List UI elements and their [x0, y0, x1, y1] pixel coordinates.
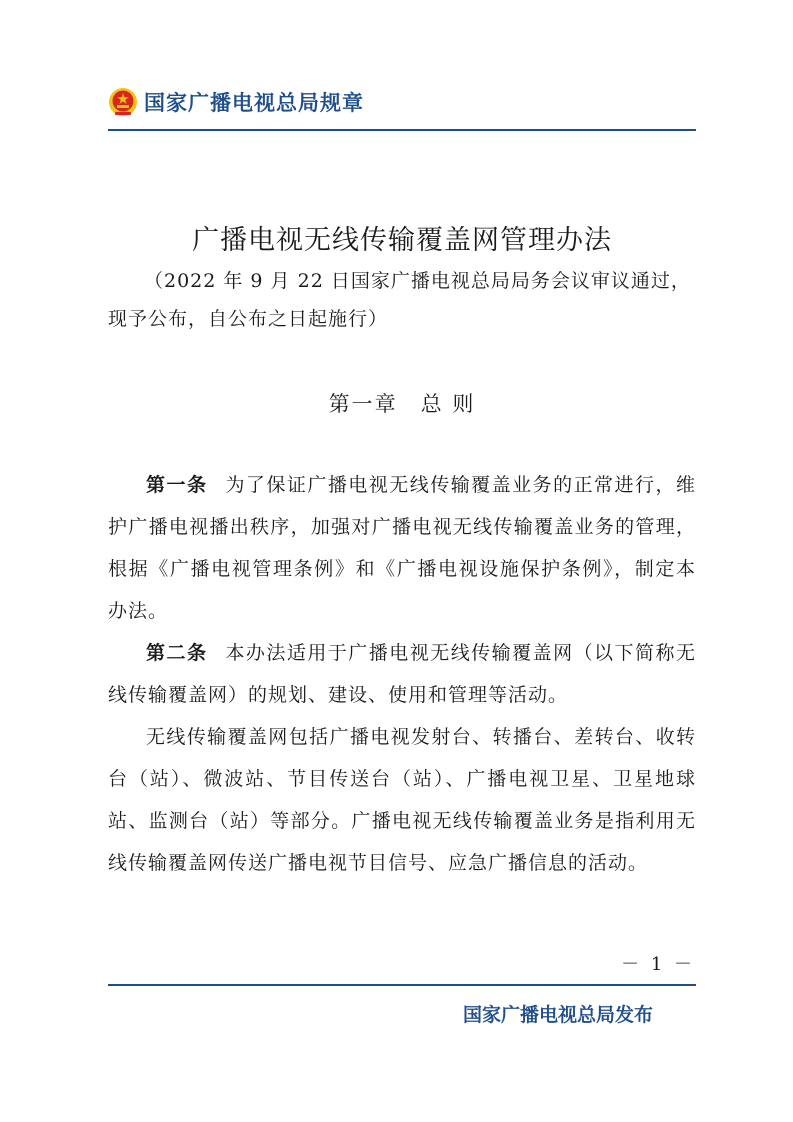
chapter-title: 第一章 总 则: [328, 392, 476, 416]
document-header: [108, 84, 364, 120]
article-text: 为了保证广播电视无线传输覆盖业务的正常进行，维护广播电视播出秩序，加强对广播电视无线传输覆盖业务的管理，根据《广播电视管理条例》和《广播电视设施保护条例》，制定本办法。: [108, 474, 696, 622]
adoption-note: （2022 年 9 月 22 日国家广播电视总局局务会议审议通过，现予公布，自公布之日起施行）: [108, 270, 691, 330]
header-title: 国家广播电视总局规章: [144, 91, 364, 115]
article-paragraph: [108, 464, 696, 632]
footer-divider: [108, 984, 696, 986]
article-text: 本办法适用于广播电视无线传输覆盖网（以下简称无线传输覆盖网）的规划、建设、使用和管理等活动。: [108, 642, 696, 706]
document-body: [108, 464, 696, 884]
body-paragraph: 无线传输覆盖网包括广播电视发射台、转播台、差转台、收转台（站）、微波站、节目传送台（站）、广播电视卫星、卫星地球站、监测台（站）等部分。广播电视无线传输覆盖业务是指利用无线传输覆盖网传送广播电视节目信号、应急广播信息的活动。: [108, 726, 696, 874]
article-paragraph: [108, 632, 696, 716]
article-label: 第一条: [146, 474, 208, 496]
article-label: 第二条: [146, 642, 208, 664]
header-divider: [108, 129, 696, 131]
footer-publisher: 国家广播电视总局发布: [462, 1004, 653, 1026]
national-emblem-icon: [108, 87, 138, 117]
document-title: 广播电视无线传输覆盖网管理办法: [192, 225, 612, 256]
page-number: － 1 －: [621, 954, 695, 975]
